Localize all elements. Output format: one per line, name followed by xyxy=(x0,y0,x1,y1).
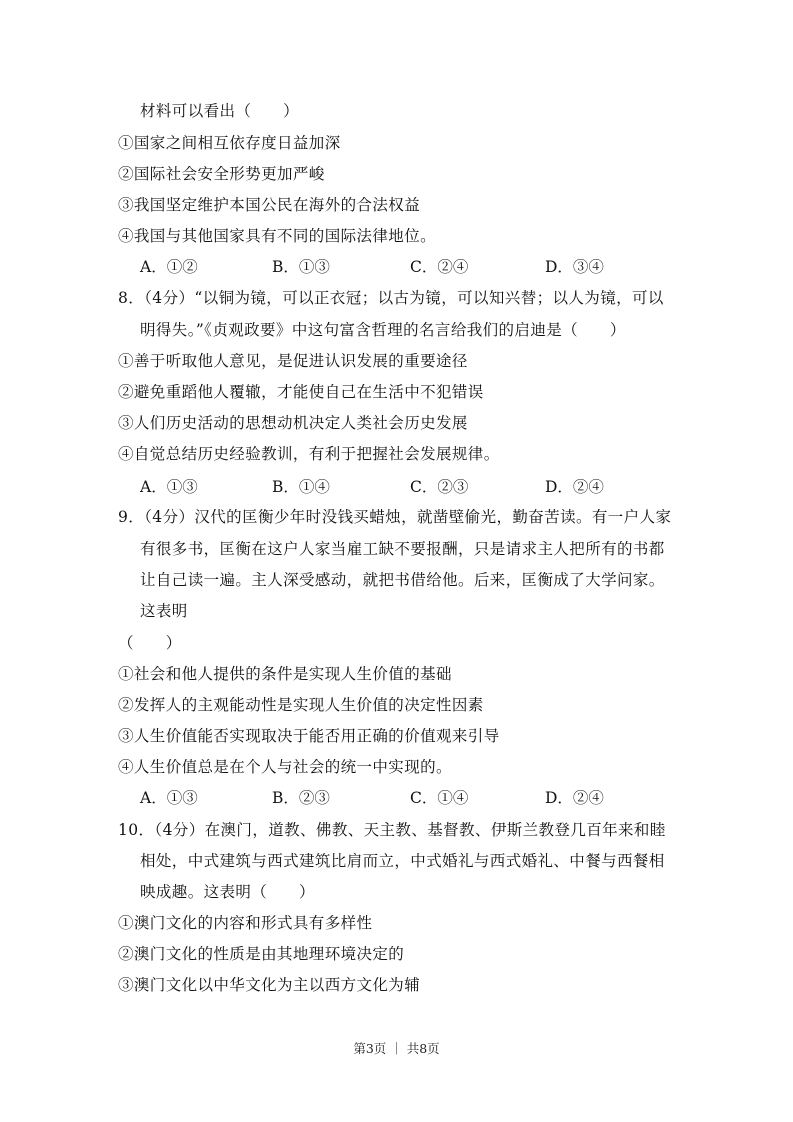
q9-option-a: A．①③ xyxy=(140,789,198,807)
q9-option-b: B．②③ xyxy=(272,789,330,807)
q9-stem-line-4: 这表明 xyxy=(140,602,188,620)
q10-stem-line-3: 映成趣。这表明（ ） xyxy=(140,883,315,901)
q7-item-3: ③我国坚定维护本国公民在海外的合法权益 xyxy=(118,196,421,214)
q7-item-4: ④我国与其他国家具有不同的国际法律地位。 xyxy=(118,227,437,245)
q7-item-2: ②国际社会安全形势更加严峻 xyxy=(118,165,325,183)
q9-item-4: ④人生价值总是在个人与社会的统一中实现的。 xyxy=(118,758,452,776)
q9-item-3: ③人生价值能否实现取决于能否用正确的价值观来引导 xyxy=(118,727,500,745)
q9-stem-line-1: 9．（4分）汉代的匡衡少年时没钱买蜡烛，就凿壁偷光，勤奋苦读。有一户人家 xyxy=(118,508,672,526)
q8-option-c: C．②③ xyxy=(410,478,469,496)
q10-stem-line-2: 相处，中式建筑与西式建筑比肩而立，中式婚礼与西式婚礼、中餐与西餐相 xyxy=(140,852,665,870)
q9-item-1: ①社会和他人提供的条件是实现人生价值的基础 xyxy=(118,665,452,683)
q10-item-1: ①澳门文化的内容和形式具有多样性 xyxy=(118,914,373,932)
q9-item-2: ②发挥人的主观能动性是实现人生价值的决定性因素 xyxy=(118,696,484,714)
q8-option-d: D．②④ xyxy=(545,478,604,496)
q8-item-3: ③人们历史活动的思想动机决定人类社会历史发展 xyxy=(118,414,468,432)
q7-option-d: D．③④ xyxy=(545,258,604,276)
q9-stem-line-5: （ ） xyxy=(118,634,182,652)
q7-option-b: B．①③ xyxy=(272,258,330,276)
q8-option-b: B．①④ xyxy=(272,478,330,496)
q7-stem-tail: 材料可以看出（ ） xyxy=(140,102,300,120)
q7-option-a: A．①② xyxy=(140,258,198,276)
q9-option-c: C．①④ xyxy=(410,789,469,807)
q8-stem-line-1: 8．（4分）“以铜为镜，可以正衣冠；以古为镜，可以知兴替；以人为镜，可以 xyxy=(118,289,664,307)
q10-item-2: ②澳门文化的性质是由其地理环境决定的 xyxy=(118,945,405,963)
q10-item-3: ③澳门文化以中华文化为主以西方文化为辅 xyxy=(118,976,421,994)
q7-item-1: ①国家之间相互依存度日益加深 xyxy=(118,134,341,152)
q10-stem-line-1: 10．（4分）在澳门，道教、佛教、天主教、基督教、伊斯兰教登几百年来和睦 xyxy=(118,821,666,839)
q7-option-c: C．②④ xyxy=(410,258,469,276)
q8-item-1: ①善于听取他人意见，是促进认识发展的重要途径 xyxy=(118,352,468,370)
q8-option-a: A．①③ xyxy=(140,478,198,496)
q9-option-d: D．②④ xyxy=(545,789,604,807)
q9-stem-line-2: 有很多书，匡衡在这户人家当雇工缺不要报酬，只是请求主人把所有的书都 xyxy=(140,540,665,558)
q9-stem-line-3: 让自己读一遍。主人深受感动，就把书借给他。后来，匡衡成了大学问家。 xyxy=(140,571,665,589)
q8-stem-line-2: 明得失。”《贞观政要》中这句富含哲理的名言给我们的启迪是（ ） xyxy=(140,321,626,339)
page-footer: 第3页 ｜ 共8页 xyxy=(353,1041,440,1056)
q8-item-2: ②避免重蹈他人覆辙，才能使自己在生活中不犯错误 xyxy=(118,383,484,401)
q8-item-4: ④自觉总结历史经验教训，有利于把握社会发展规律。 xyxy=(118,445,500,463)
